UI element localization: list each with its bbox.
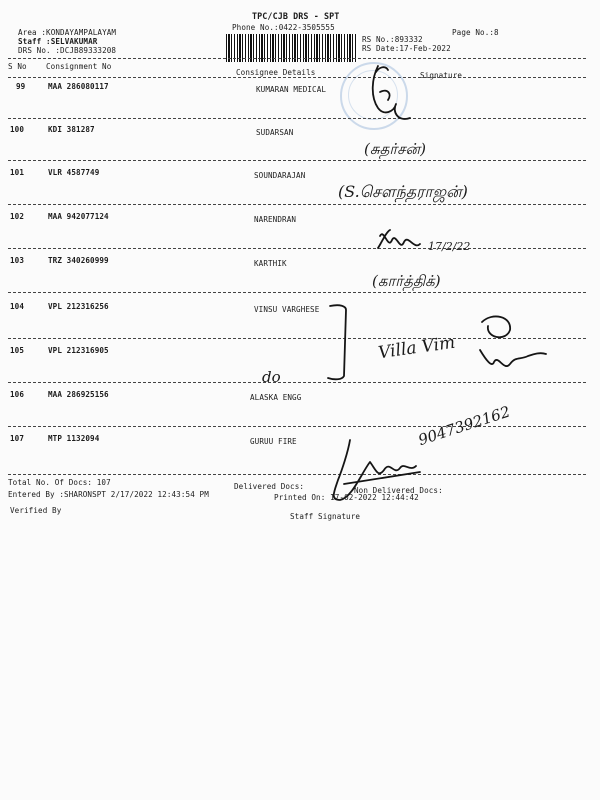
signature-row-102 — [378, 230, 420, 248]
delivered-docs: Delivered Docs: — [234, 482, 305, 491]
row-consignee: SUDARSAN — [256, 128, 294, 137]
row-consignment: MAA 286925156 — [48, 390, 109, 399]
signature-row-105 — [482, 316, 510, 337]
drs-number: DRS No. :DCJB89333208 — [18, 46, 117, 55]
printed-on: Printed On: 17-02-2022 12:44:42 — [274, 493, 419, 502]
row-sno: 106 — [10, 390, 25, 399]
staff-signature: Staff Signature — [290, 512, 361, 521]
handwritten-phone-number: 9047392162 — [416, 402, 513, 450]
column-sno: S No — [8, 62, 27, 71]
signature-row-102-date: 17/2/22 — [428, 240, 471, 253]
row-sno: 105 — [10, 346, 25, 355]
row-consignment: MTP 1132094 — [48, 434, 100, 443]
row-sno: 100 — [10, 125, 25, 134]
rs-date: RS Date:17-Feb-2022 — [362, 44, 451, 53]
row-consignment: VLR 4587749 — [48, 168, 100, 177]
row-sno: 101 — [10, 168, 25, 177]
row-sno: 102 — [10, 212, 25, 221]
total-docs: Total No. Of Docs: 107 — [8, 478, 111, 487]
row-consignee: ALASKA ENGG — [250, 393, 302, 402]
signature-row-105-text: Villa Vim — [376, 332, 457, 364]
ditto-mark: do — [262, 368, 281, 386]
signature-row-101-text: (S.சௌந்தராஜன்) — [338, 182, 468, 201]
row-sno: 104 — [10, 302, 25, 311]
entered-by: Entered By :SHARONSPT 2/17/2022 12:43:54 PM — [8, 490, 209, 499]
phone-number: Phone No.:0422-3505555 — [232, 23, 335, 32]
rs-number: RS No.:893332 — [362, 35, 423, 44]
row-consignment: VPL 212316256 — [48, 302, 109, 311]
verified-by: Verified By — [10, 506, 62, 515]
row-sno: 107 — [10, 434, 25, 443]
row-consignee: KUMARAN MEDICAL — [256, 85, 327, 94]
row-sno: 99 — [16, 82, 26, 91]
row-consignee: NARENDRAN — [254, 215, 297, 224]
area-label: Area :KONDAYAMPALAYAM — [18, 28, 117, 37]
row-consignee: VINSU VARGHESE — [254, 305, 320, 314]
document-title: TPC/CJB DRS - SPT — [252, 11, 340, 21]
column-consignee: Consignee Details — [236, 68, 316, 77]
staff-label: Staff :SELVAKUMAR — [18, 37, 98, 46]
signature-row-103-text: (கார்த்திக்) — [372, 272, 441, 290]
page-number: Page No.:8 — [452, 28, 499, 37]
row-consignment: TRZ 340260999 — [48, 256, 109, 265]
column-signature: Signature — [420, 71, 463, 80]
row-consignment: MAA 942077124 — [48, 212, 109, 221]
column-consignment: Consignment No — [46, 62, 112, 71]
signature-row-99 — [373, 66, 410, 119]
row-consignment: VPL 212316905 — [48, 346, 109, 355]
row-consignee: GURUU FIRE — [250, 437, 297, 446]
non-delivered-docs: Non Delivered Docs: — [354, 486, 443, 495]
row-sno: 103 — [10, 256, 25, 265]
row-consignee: SOUNDARAJAN — [254, 171, 306, 180]
row-consignee: KARTHIK — [254, 259, 287, 268]
row-consignment: MAA 286080117 — [48, 82, 109, 91]
signature-row-105b — [480, 350, 546, 366]
row-consignment: KDI 381287 — [48, 125, 95, 134]
ditto-bracket — [328, 305, 346, 379]
signature-row-100-text: (சுதர்சன்) — [364, 140, 426, 158]
